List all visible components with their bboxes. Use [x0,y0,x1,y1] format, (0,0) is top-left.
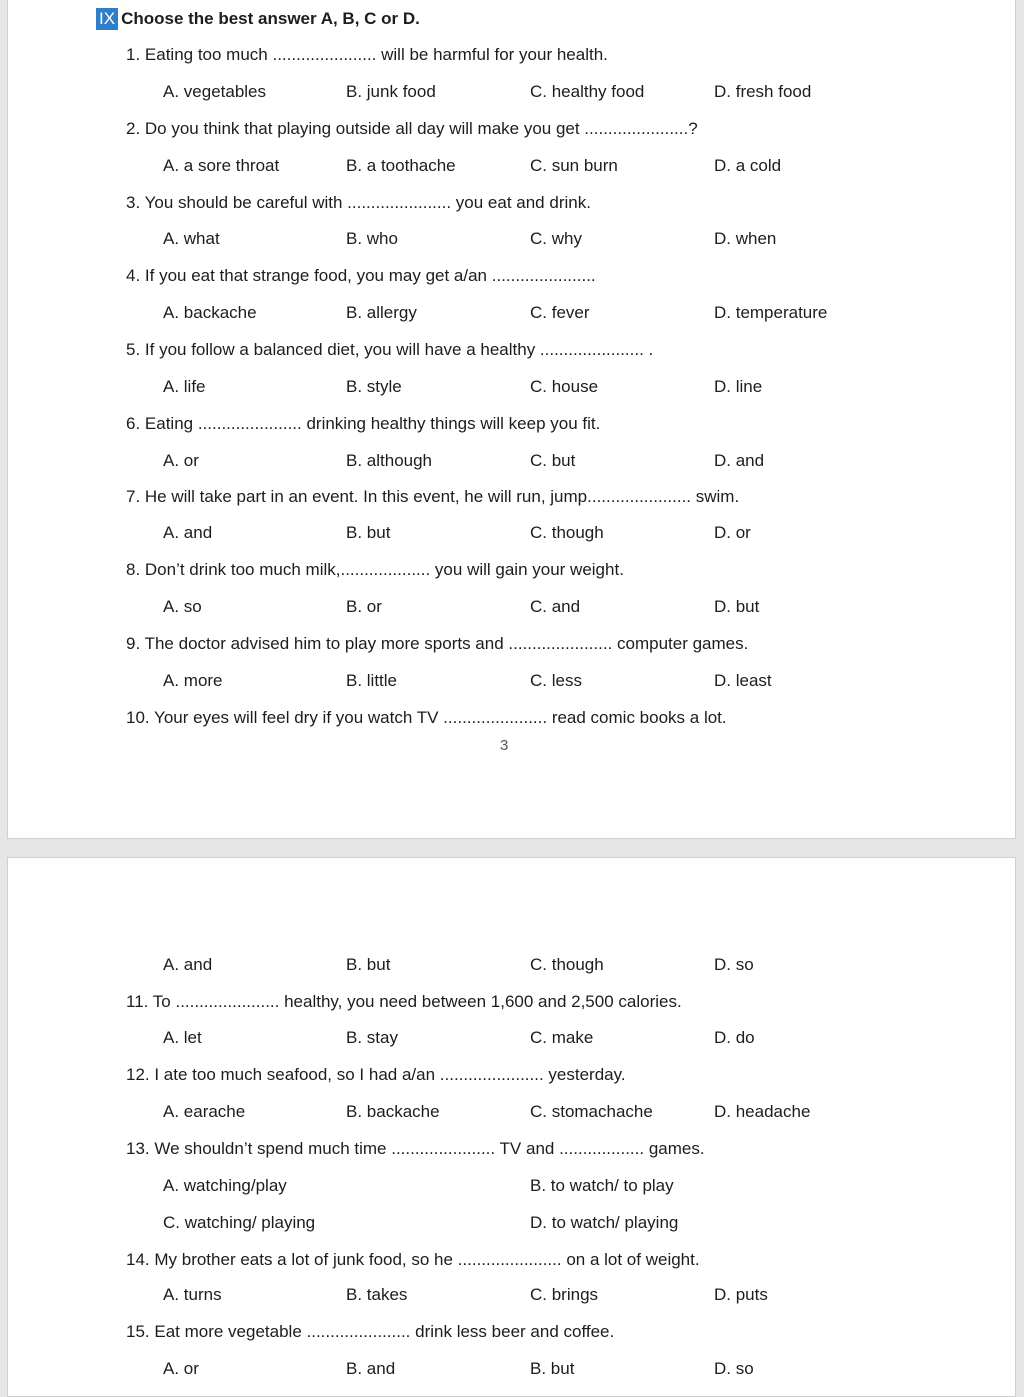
option-8b: B. or [346,597,382,616]
exercise-heading [96,8,420,30]
option-11b: B. stay [346,1028,398,1047]
option-12c: C. stomachache [530,1102,653,1121]
option-6d: D. and [714,451,765,470]
option-7d: D. or [714,523,751,542]
option-15a: A. or [163,1359,199,1378]
option-4c: C. fever [530,303,590,322]
option-15b: B. and [346,1359,396,1378]
option-3c: C. why [530,229,582,248]
page-number: 3 [500,737,509,754]
question-4: 4. If you eat that strange food, you may get a/an ...................... [126,266,596,285]
option-10d: D. so [714,955,754,974]
question-12: 12. I ate too much seafood, so I had a/an ...................... yesterday. [126,1065,626,1084]
option-9d: D. least [714,671,772,690]
question-10: 10. Your eyes will feel dry if you watch TV ...................... read comic books a lot. [126,708,727,727]
option-1a: A. vegetables [163,82,267,101]
option-9b: B. little [346,671,398,690]
question-13: 13. We shouldn’t spend much time ...................... TV and .................. games. [126,1139,705,1158]
option-5b: B. style [346,377,402,396]
option-9a: A. more [163,671,223,690]
option-5d: D. line [714,377,763,396]
option-14a: A. turns [163,1285,222,1304]
option-4b: B. allergy [346,303,417,322]
option-8d: D. but [714,597,760,616]
option-8a: A. so [163,597,202,616]
option-11a: A. let [163,1028,202,1047]
option-2a: A. a sore throat [163,156,280,175]
question-5: 5. If you follow a balanced diet, you will have a healthy ...................... . [126,340,654,359]
option-15d: D. so [714,1359,754,1378]
question-3: 3. You should be careful with ...................... you eat and drink. [126,193,591,212]
question-7: 7. He will take part in an event. In this event, he will run, jump...................... swim. [126,487,740,506]
option-8c: C. and [530,597,581,616]
option-7a: A. and [163,523,213,542]
question-9: 9. The doctor advised him to play more sports and ...................... computer games. [126,634,749,653]
option-14d: D. puts [714,1285,768,1304]
question-8: 8. Don’t drink too much milk,................... you will gain your weight. [126,560,624,579]
option-3b: B. who [346,229,398,248]
option-2d: D. a cold [714,156,782,175]
option-9c: C. less [530,671,582,690]
option-1b: B. junk food [346,82,436,101]
option-10b: B. but [346,955,391,974]
exercise-instruction: Choose the best answer A, B, C or D. [121,9,420,28]
option-13c: C. watching/ playing [163,1213,316,1232]
option-10a: A. and [163,955,213,974]
option-14c: C. brings [530,1285,599,1304]
question-11: 11. To ...................... healthy, you need between 1,600 and 2,500 calories. [126,992,682,1011]
option-3d: D. when [714,229,777,248]
question-15: 15. Eat more vegetable ...................... drink less beer and coffee. [126,1322,615,1341]
option-11d: D. do [714,1028,755,1047]
option-4d: D. temperature [714,303,828,322]
option-2b: B. a toothache [346,156,456,175]
question-2: 2. Do you think that playing outside all day will make you get ......................? [126,119,698,138]
option-1c: C. healthy food [530,82,645,101]
option-5a: A. life [163,377,206,396]
option-6b: B. although [346,451,433,470]
option-14b: B. takes [346,1285,408,1304]
option-15c: B. but [530,1359,575,1378]
option-12d: D. headache [714,1102,811,1121]
option-4a: A. backache [163,303,257,322]
option-13a: A. watching/play [163,1176,287,1195]
question-1: 1. Eating too much ...................... will be harmful for your health. [126,45,608,64]
option-1d: D. fresh food [714,82,812,101]
option-11c: C. make [530,1028,594,1047]
option-2c: C. sun burn [530,156,618,175]
option-7b: B. but [346,523,391,542]
exercise-number-badge: IX [96,8,118,30]
option-12b: B. backache [346,1102,440,1121]
option-13d: D. to watch/ playing [530,1213,679,1232]
option-3a: A. what [163,229,220,248]
option-6a: A. or [163,451,199,470]
worksheet-page-2 [7,857,1016,1397]
question-14: 14. My brother eats a lot of junk food, so he ...................... on a lot of weight. [126,1250,700,1269]
option-5c: C. house [530,377,599,396]
option-13b: B. to watch/ to play [530,1176,674,1195]
option-12a: A. earache [163,1102,246,1121]
option-6c: C. but [530,451,576,470]
question-6: 6. Eating ...................... drinking healthy things will keep you fit. [126,414,601,433]
option-10c: C. though [530,955,604,974]
option-7c: C. though [530,523,604,542]
